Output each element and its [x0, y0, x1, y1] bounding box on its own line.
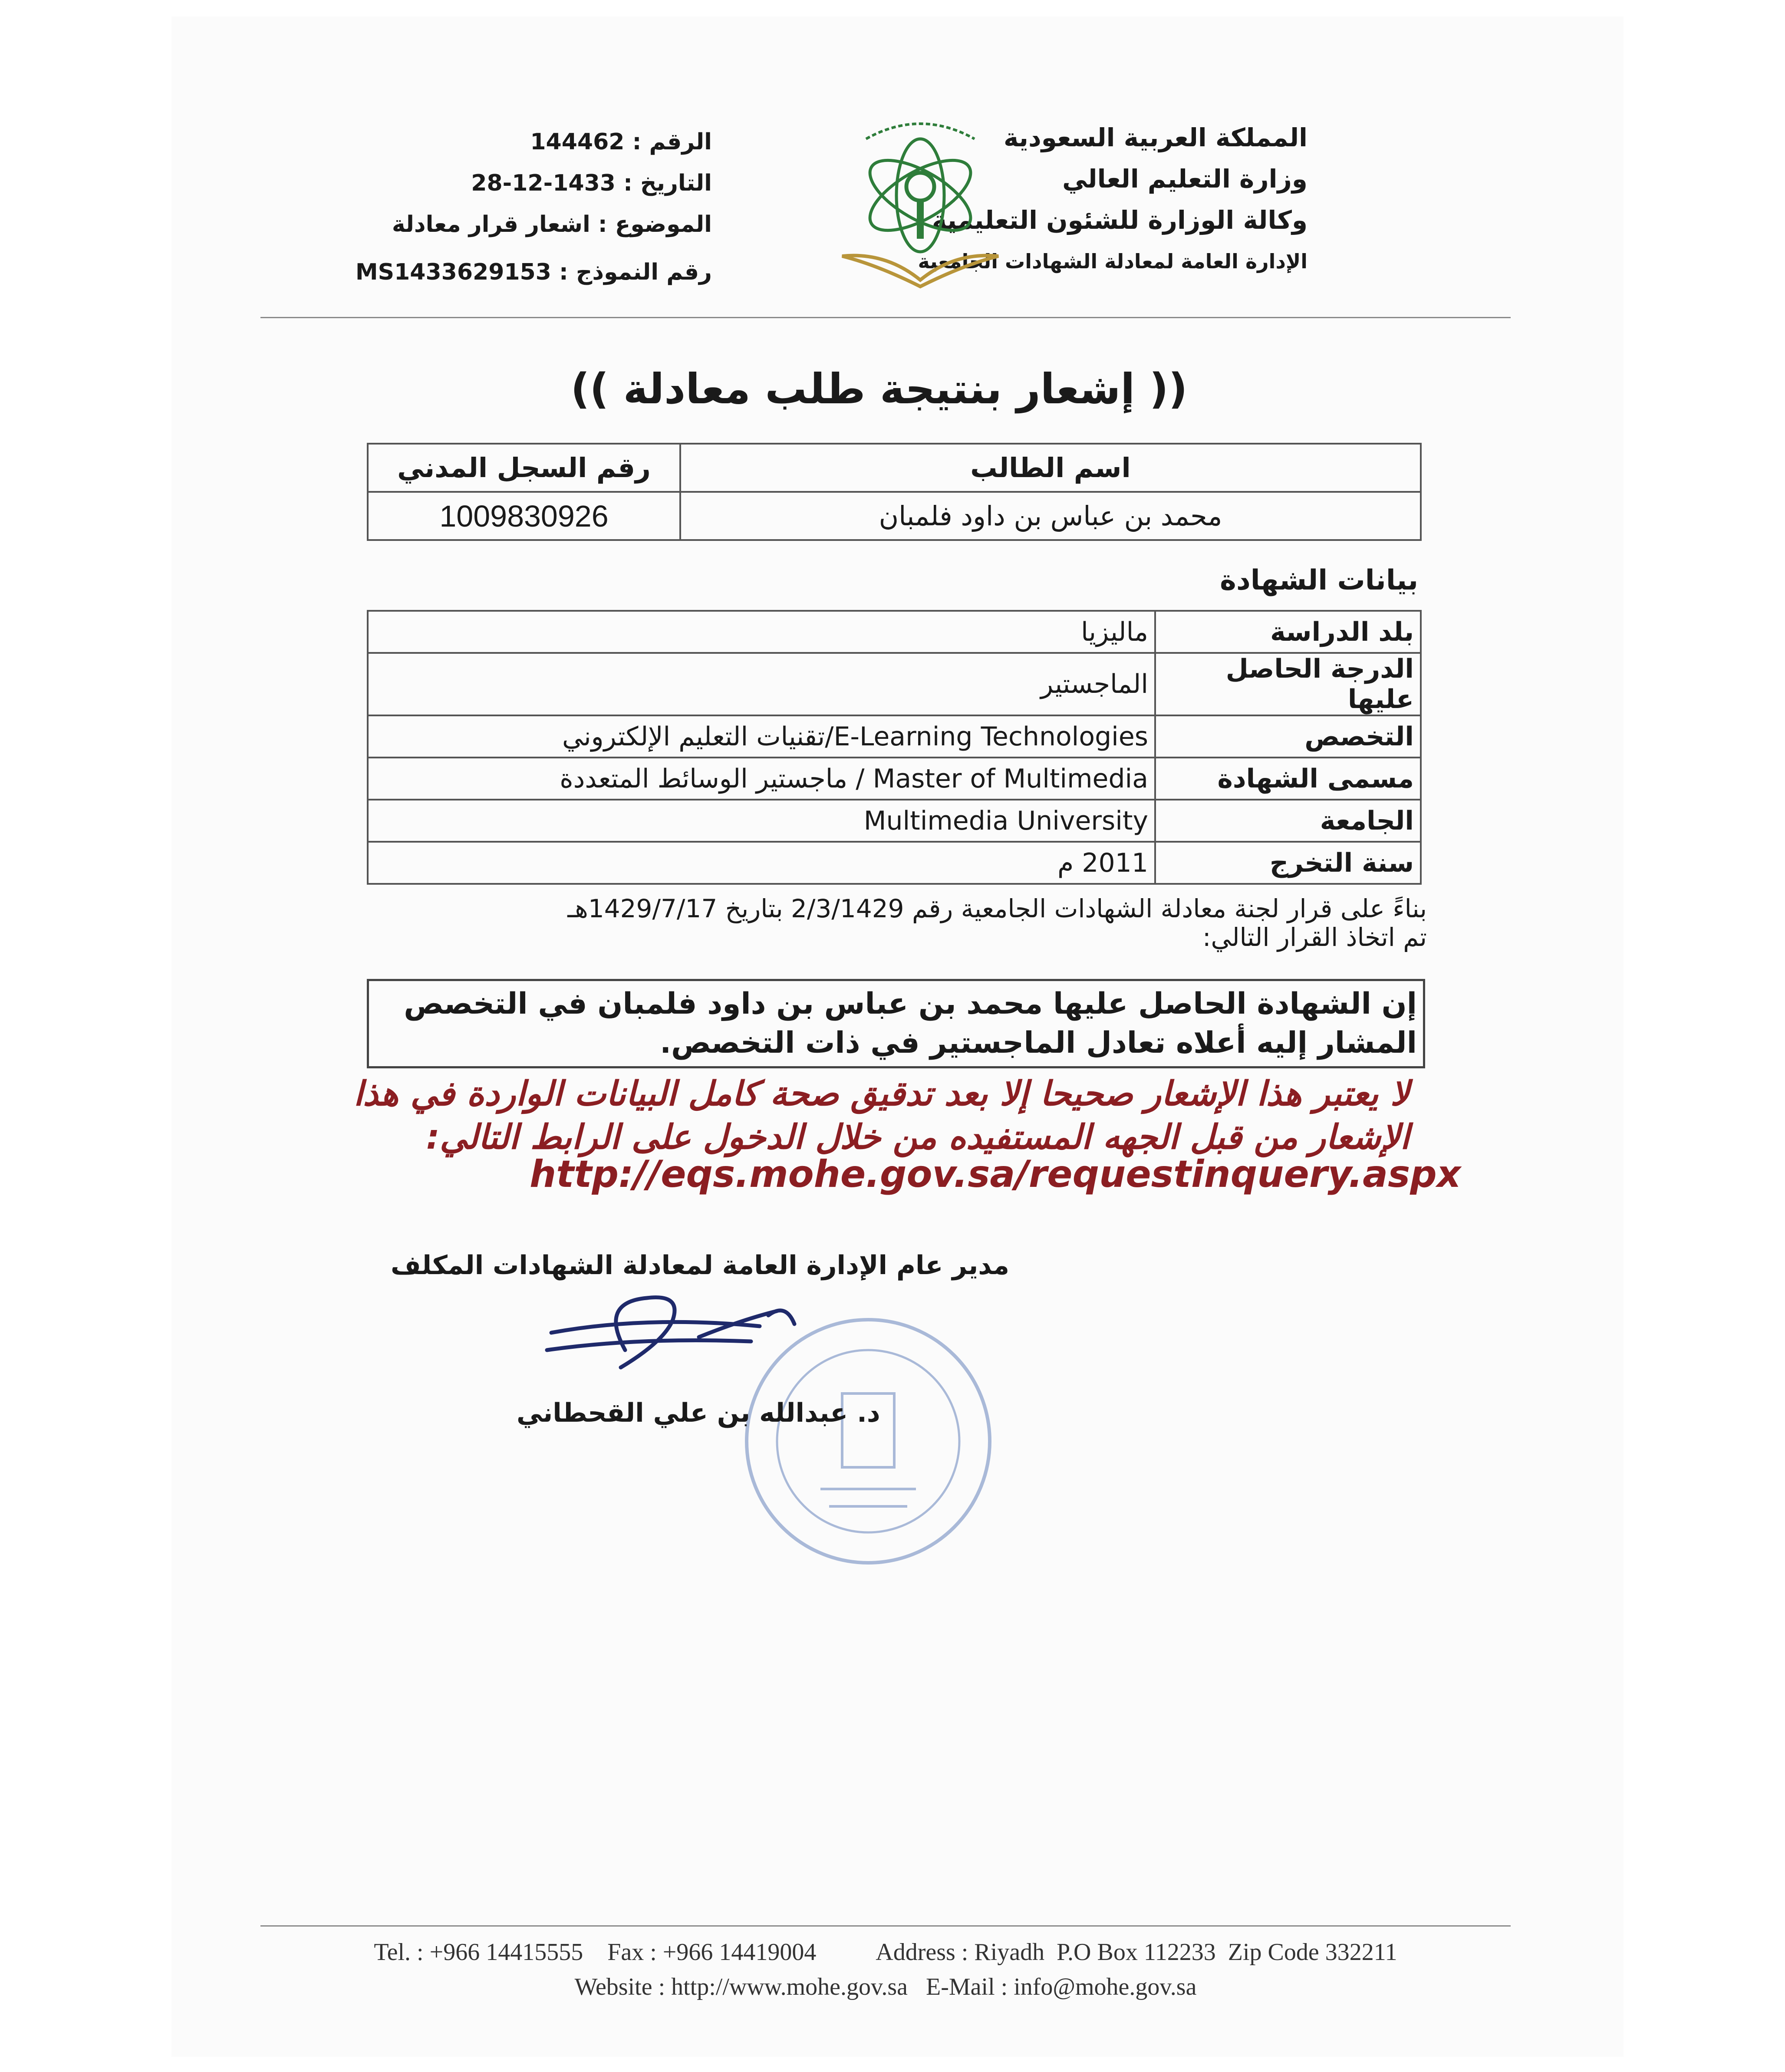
country-value: ماليزيا [368, 611, 1155, 653]
subject-value: اشعار قرار معادلة [392, 211, 590, 237]
university-label: الجامعة [1155, 800, 1421, 842]
country-label: بلد الدراسة [1155, 611, 1421, 653]
footer-web-line: Website : http://www.mohe.gov.sa E-Mail : info@mohe.gov.sa [574, 1973, 1197, 2000]
certificate-table [367, 610, 1422, 885]
date-value: 1433-12-28 [471, 170, 616, 196]
reference-subject-line [373, 204, 712, 245]
reference-number-line [373, 122, 712, 163]
official-stamp [734, 1307, 1003, 1576]
student-table-header-row [368, 444, 1421, 492]
student-id-header: رقم السجل المدني [368, 444, 680, 492]
certificate-name-label: مسمى الشهادة [1155, 758, 1421, 800]
major-value: E-Learning Technologies/تقنيات التعليم الإلكتروني [368, 715, 1155, 758]
table-row [368, 715, 1421, 758]
certificate-name-value: Master of Multimedia / ماجستير الوسائط المتعددة [368, 758, 1155, 800]
reference-form-line [355, 252, 712, 293]
number-value: 144462 [530, 129, 625, 155]
reference-date-line [373, 163, 712, 204]
decision-basis [350, 894, 1427, 952]
form-value: MS1433629153 [355, 259, 551, 285]
number-label: الرقم : [632, 129, 712, 155]
header-line-department: الإدارة العامة لمعادلة الشهادات الجامعية [918, 250, 1307, 273]
student-name-cell: محمد بن عباس بن داود فلمبان [680, 492, 1421, 540]
table-row [368, 800, 1421, 842]
signature-title: مدير عام الإدارة العامة لمعادلة الشهادات المكلف [391, 1250, 1010, 1281]
verification-warning: لا يعتبر هذا الإشعار صحيحا إلا بعد تدقيق صحة كامل البيانات الواردة في هذا الإشعار من قبل الجهه المستفيده من خلال الدخول على الرابط التالي: [353, 1074, 1410, 1157]
page-title: (( إشعار بنتيجة طلب معادلة )) [570, 365, 1188, 413]
subject-label: الموضوع : [598, 211, 712, 237]
decision-box: إن الشهادة الحاصل عليها محمد بن عباس بن داود فلمبان في التخصص المشار إليه أعلاه تعادل الماجستير في ذات التخصص. [367, 979, 1425, 1068]
degree-label: الدرجة الحاصل عليها [1155, 653, 1421, 715]
verification-link[interactable]: http://eqs.mohe.gov.sa/requestinquery.aspx [530, 1153, 1461, 1196]
graduation-year-value: 2011 م [368, 842, 1155, 884]
footer-divider [260, 1925, 1511, 1927]
graduation-year-label: سنة التخرج [1155, 842, 1421, 884]
table-row [368, 653, 1421, 715]
table-row [368, 611, 1421, 653]
header-divider [260, 317, 1511, 318]
major-label: التخصص [1155, 715, 1421, 758]
reference-block [355, 122, 712, 293]
certificate-section-title: بيانات الشهادة [1220, 564, 1418, 596]
university-value: Multimedia University [368, 800, 1155, 842]
student-name-header: اسم الطالب [680, 444, 1421, 492]
footer-contact-line: Tel. : +966 14415555 Fax : +966 14419004 Address : Riyadh P.O Box 112233 Zip Code 332211 [374, 1939, 1397, 1966]
date-label: التاريخ : [623, 170, 712, 196]
student-table [367, 443, 1422, 541]
student-table-row [368, 492, 1421, 540]
table-row [368, 758, 1421, 800]
basis-line-2: تم اتخاذ القرار التالي: [1202, 922, 1427, 952]
header-line-deputyship: وكالة الوزارة للشئون التعليمية [932, 205, 1307, 235]
form-label: رقم النموذج : [559, 259, 712, 285]
degree-value: الماجستير [368, 653, 1155, 715]
ministry-logo-icon [825, 113, 1016, 295]
header-line-ministry: وزارة التعليم العالي [1062, 164, 1307, 194]
header-line-kingdom: المملكة العربية السعودية [1004, 123, 1307, 152]
basis-line-1: بناءً على قرار لجنة معادلة الشهادات الجامعية رقم 2/3/1429 بتاريخ 1429/7/17هـ [567, 894, 1427, 923]
student-id-cell: 1009830926 [368, 492, 680, 540]
table-row [368, 842, 1421, 884]
signer-name: د. عبدالله بن علي القحطاني [517, 1398, 880, 1428]
